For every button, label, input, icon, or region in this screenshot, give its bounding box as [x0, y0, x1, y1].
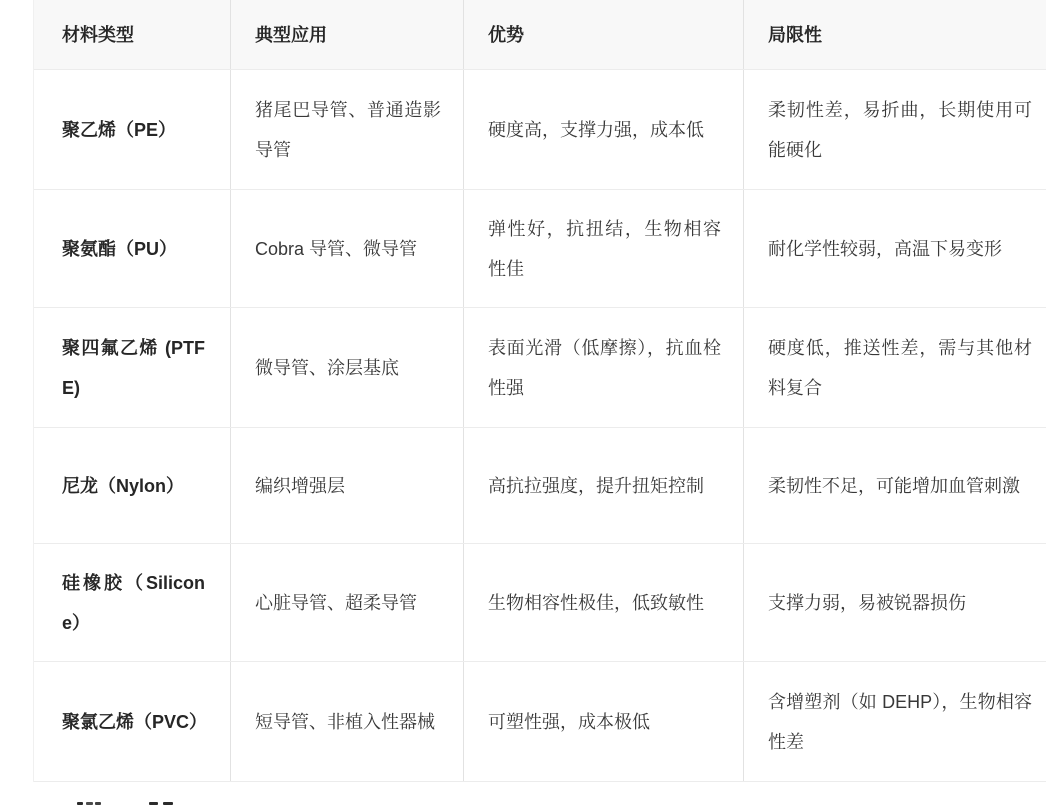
- advantage-text: 表面光滑（低摩擦），抗血栓性强: [488, 337, 721, 398]
- cell-application: [231, 190, 464, 307]
- application-text: 编织增强层: [255, 475, 345, 496]
- application-text: 微导管、涂层基底: [255, 357, 399, 378]
- advantage-text: 硬度高，支撑力强，成本低: [488, 119, 704, 140]
- cell-advantage: [464, 308, 744, 427]
- clipped-glyph-stroke: [149, 802, 158, 805]
- cell-advantage: [464, 70, 744, 189]
- limitation-text: 耐化学性较弱，高温下易变形: [768, 238, 1002, 259]
- cell-limitation: [744, 428, 1046, 543]
- material-name: 聚氯乙烯（PVC）: [62, 711, 208, 732]
- material-name: 聚四氟乙烯 (PTFE): [62, 337, 205, 398]
- materials-table: [33, 0, 1046, 782]
- column-header-limitation: [744, 0, 1046, 69]
- clipped-glyph-stroke: [86, 802, 93, 805]
- advantage-text: 生物相容性极佳，低致敏性: [488, 592, 704, 613]
- table-header-row: [34, 0, 1046, 70]
- application-text: 猪尾巴导管、普通造影导管: [255, 99, 441, 160]
- cell-material: [34, 190, 231, 307]
- clipped-glyph-stroke: [95, 802, 101, 805]
- limitation-text: 柔韧性差，易折曲，长期使用可能硬化: [768, 99, 1032, 160]
- column-header-application: [231, 0, 464, 69]
- advantage-text: 高抗拉强度，提升扭矩控制: [488, 475, 704, 496]
- column-header-application-label: 典型应用: [255, 24, 327, 45]
- material-name: 硅橡胶（Silicone）: [62, 572, 205, 633]
- cell-application: [231, 70, 464, 189]
- limitation-text: 硬度低，推送性差，需与其他材料复合: [768, 337, 1032, 398]
- cell-advantage: [464, 428, 744, 543]
- material-name: 尼龙（Nylon）: [62, 475, 185, 496]
- table-row-pvc: [34, 662, 1046, 782]
- clipped-next-section-heading: [0, 799, 1046, 807]
- column-header-material: [34, 0, 231, 69]
- cell-limitation: [744, 662, 1046, 781]
- table-row-ptfe: [34, 308, 1046, 428]
- material-name: 聚氨酯（PU）: [62, 238, 178, 259]
- table-row-silicone: [34, 544, 1046, 662]
- cell-material: [34, 428, 231, 543]
- column-header-material-label: 材料类型: [62, 24, 134, 45]
- column-header-limitation-label: 局限性: [768, 24, 822, 45]
- cell-application: [231, 428, 464, 543]
- cell-limitation: [744, 190, 1046, 307]
- cell-advantage: [464, 544, 744, 661]
- cell-application: [231, 308, 464, 427]
- advantage-text: 弹性好，抗扭结，生物相容性佳: [488, 218, 721, 279]
- column-header-advantage-label: 优势: [488, 24, 524, 45]
- table-row-nylon: [34, 428, 1046, 544]
- cell-material: [34, 544, 231, 661]
- limitation-text: 柔韧性不足，可能增加血管刺激: [768, 475, 1020, 496]
- cell-limitation: [744, 308, 1046, 427]
- application-text: 短导管、非植入性器械: [255, 711, 435, 732]
- table-row-pe: [34, 70, 1046, 190]
- cell-advantage: [464, 662, 744, 781]
- cell-application: [231, 544, 464, 661]
- table-row-pu: [34, 190, 1046, 308]
- material-name: 聚乙烯（PE）: [62, 119, 177, 140]
- cell-advantage: [464, 190, 744, 307]
- advantage-text: 可塑性强，成本极低: [488, 711, 650, 732]
- application-text: Cobra 导管、微导管: [255, 238, 418, 259]
- cell-material: [34, 308, 231, 427]
- cell-material: [34, 70, 231, 189]
- clipped-glyph-stroke: [77, 802, 83, 805]
- column-header-advantage: [464, 0, 744, 69]
- limitation-text: 支撑力弱，易被锐器损伤: [768, 592, 966, 613]
- limitation-text: 含增塑剂（如 DEHP），生物相容性差: [768, 691, 1032, 752]
- application-text: 心脏导管、超柔导管: [255, 592, 417, 613]
- cell-limitation: [744, 70, 1046, 189]
- cell-material: [34, 662, 231, 781]
- clipped-glyph-stroke: [163, 802, 173, 805]
- cell-application: [231, 662, 464, 781]
- cell-limitation: [744, 544, 1046, 661]
